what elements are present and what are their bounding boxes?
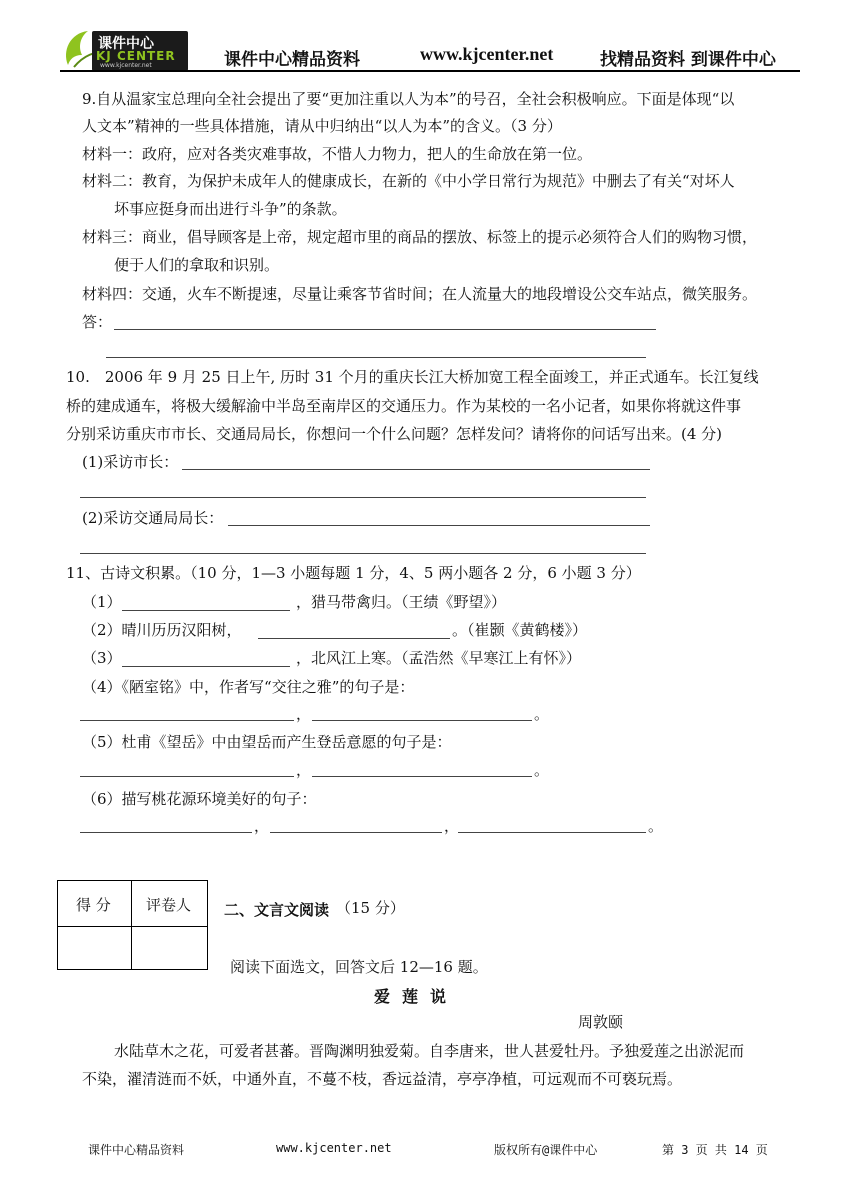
section2-instruction: 阅读下面选文，回答文后 12—16 题。 — [230, 958, 488, 976]
q11-s2-blank[interactable] — [258, 638, 450, 639]
grader-cell[interactable] — [134, 929, 204, 965]
q11-s4-period: 。 — [534, 705, 550, 723]
q10-answer1-blank-1[interactable] — [182, 469, 650, 470]
q11-s5-prompt: （5）杜甫《望岳》中由望岳而产生登岳意愿的句子是： — [82, 733, 452, 751]
q11-s5-blank-1[interactable] — [80, 776, 294, 777]
q10-answer1-blank-2[interactable] — [80, 497, 646, 498]
q11-s6-period: 。 — [648, 817, 664, 835]
q11-s3-blank[interactable] — [122, 666, 290, 667]
q9-answer-blank-2[interactable] — [106, 357, 646, 358]
q11-s6-comma-2: ， — [444, 817, 460, 835]
q11-s3-text: ，北风江上寒。（孟浩然《早寒江上有怀》） — [296, 649, 582, 667]
grading-box-divider-h — [58, 926, 207, 927]
grader-label: 评卷人 — [146, 896, 192, 914]
header-rule — [60, 70, 800, 72]
q9-material3-b: 便于人们的拿取和识别。 — [114, 256, 280, 274]
q9-line1: 9.自从温家宝总理向全社会提出了要“更加注重以人为本”的号召，全社会积极响应。下面是体现“以 — [82, 90, 735, 108]
q9-line2: 人文本”精神的一些具体措施，请从中归纳出“以人为本”的含义。（3 分） — [82, 117, 562, 135]
q10-answer1-label: (1)采访市长： — [82, 453, 179, 471]
q10-answer2-blank-2[interactable] — [80, 553, 646, 554]
q11-heading: 11、古诗文积累。（10 分，1—3 小题每题 1 分，4、5 两小题各 2 分，6 小题 3 分） — [66, 564, 641, 582]
q11-s4-prompt: （4）《陋室铭》中，作者写“交往之雅”的句子是： — [82, 678, 415, 696]
header-url[interactable]: www.kjcenter.net — [420, 44, 554, 64]
q11-s5-comma: ， — [296, 761, 312, 779]
footer-left: 课件中心精品资料 — [88, 1143, 185, 1157]
q11-s6-blank-2[interactable] — [270, 832, 442, 833]
q10-line2: 桥的建成通车，将极大缓解渝中半岛至南岸区的交通压力。作为某校的一名小记者，如果你将就这件事 — [66, 397, 742, 415]
q11-s2-text-a: （2）晴川历历汉阳树， — [82, 621, 242, 639]
section2-points: （15 分） — [336, 899, 405, 917]
q9-answer-label: 答： — [82, 313, 113, 331]
q11-s6-blank-3[interactable] — [458, 832, 646, 833]
logo-url-text: www.kjcenter.net — [100, 62, 152, 69]
q9-material2-a: 材料二：教育，为保护未成年人的健康成长，在新的《中小学日常行为规范》中删去了有关“对坏人 — [82, 172, 735, 190]
passage-line2: 不染，濯清涟而不妖，中通外直，不蔓不枝，香远益清，亭亭净植，可远观而不可亵玩焉。 — [82, 1070, 683, 1088]
q11-s4-blank-2[interactable] — [312, 720, 532, 721]
q9-material2-b: 坏事应挺身而出进行斗争”的条款。 — [114, 200, 347, 218]
q11-s4-comma: ， — [296, 705, 312, 723]
q9-material4: 材料四：交通，火车不断提速，尽量让乘客节省时间；在人流量大的地段增设公交车站点，微笑服务。 — [82, 285, 758, 303]
q9-material1: 材料一：政府，应对各类灾难事故，不惜人力物力，把人的生命放在第一位。 — [82, 145, 593, 163]
poem-title: 爱莲说 — [374, 987, 459, 1006]
score-label: 得 分 — [76, 896, 111, 914]
footer-copyright: 版权所有@课件中心 — [494, 1143, 598, 1157]
poem-author: 周敦颐 — [578, 1013, 624, 1031]
header-left-title: 课件中心精品资料 — [224, 50, 360, 70]
passage-line1: 水陆草木之花，可爱者甚蕃。晋陶渊明独爱菊。自李唐来，世人甚爱牡丹。予独爱莲之出淤泥而 — [114, 1042, 745, 1060]
q11-s6-prompt: （6）描写桃花源环境美好的句子： — [82, 790, 317, 808]
logo-cn-text: 课件中心 — [98, 36, 154, 52]
score-cell[interactable] — [60, 929, 128, 965]
q9-answer-blank-1[interactable] — [114, 329, 656, 330]
q10-line1: 10. 2006 年 9 月 25 日上午, 历时 31 个月的重庆长江大桥加宽工程全面竣工，并正式通车。长江复线 — [66, 368, 759, 386]
q11-s5-blank-2[interactable] — [312, 776, 532, 777]
q11-s1-number: （1） — [82, 593, 122, 611]
footer-url[interactable]: www.kjcenter.net — [276, 1141, 392, 1155]
grading-box-divider-v — [131, 881, 132, 969]
grading-box — [57, 880, 208, 970]
q11-s1-blank[interactable] — [122, 610, 290, 611]
logo-en-text: KJ CENTER — [96, 49, 176, 63]
kjcenter-logo — [60, 25, 188, 71]
section2-heading: 二、文言文阅读 — [224, 901, 330, 919]
q11-s1-text: ，猎马带禽归。（王绩《野望》） — [296, 593, 507, 611]
q11-s4-blank-1[interactable] — [80, 720, 294, 721]
q10-line3: 分别采访重庆市市长、交通局局长，你想问一个什么问题？怎样发问？请将你的问话写出来。(4 分) — [66, 425, 723, 443]
q11-s5-period: 。 — [534, 761, 550, 779]
q10-answer2-label: (2)采访交通局局长： — [82, 509, 224, 527]
q10-answer2-blank-1[interactable] — [228, 525, 650, 526]
footer-page-number: 第 3 页 共 14 页 — [662, 1143, 768, 1157]
header-right-slogan: 找精品资料 到课件中心 — [600, 50, 776, 70]
q11-s2-text-b: 。（崔颢《黄鹤楼》） — [452, 621, 588, 639]
q11-s6-comma-1: ， — [254, 817, 270, 835]
q11-s3-number: （3） — [82, 649, 122, 667]
q9-material3-a: 材料三：商业，倡导顾客是上帝，规定超市里的商品的摆放、标签上的提示必须符合人们的购物习惯， — [82, 228, 758, 246]
q11-s6-blank-1[interactable] — [80, 832, 252, 833]
